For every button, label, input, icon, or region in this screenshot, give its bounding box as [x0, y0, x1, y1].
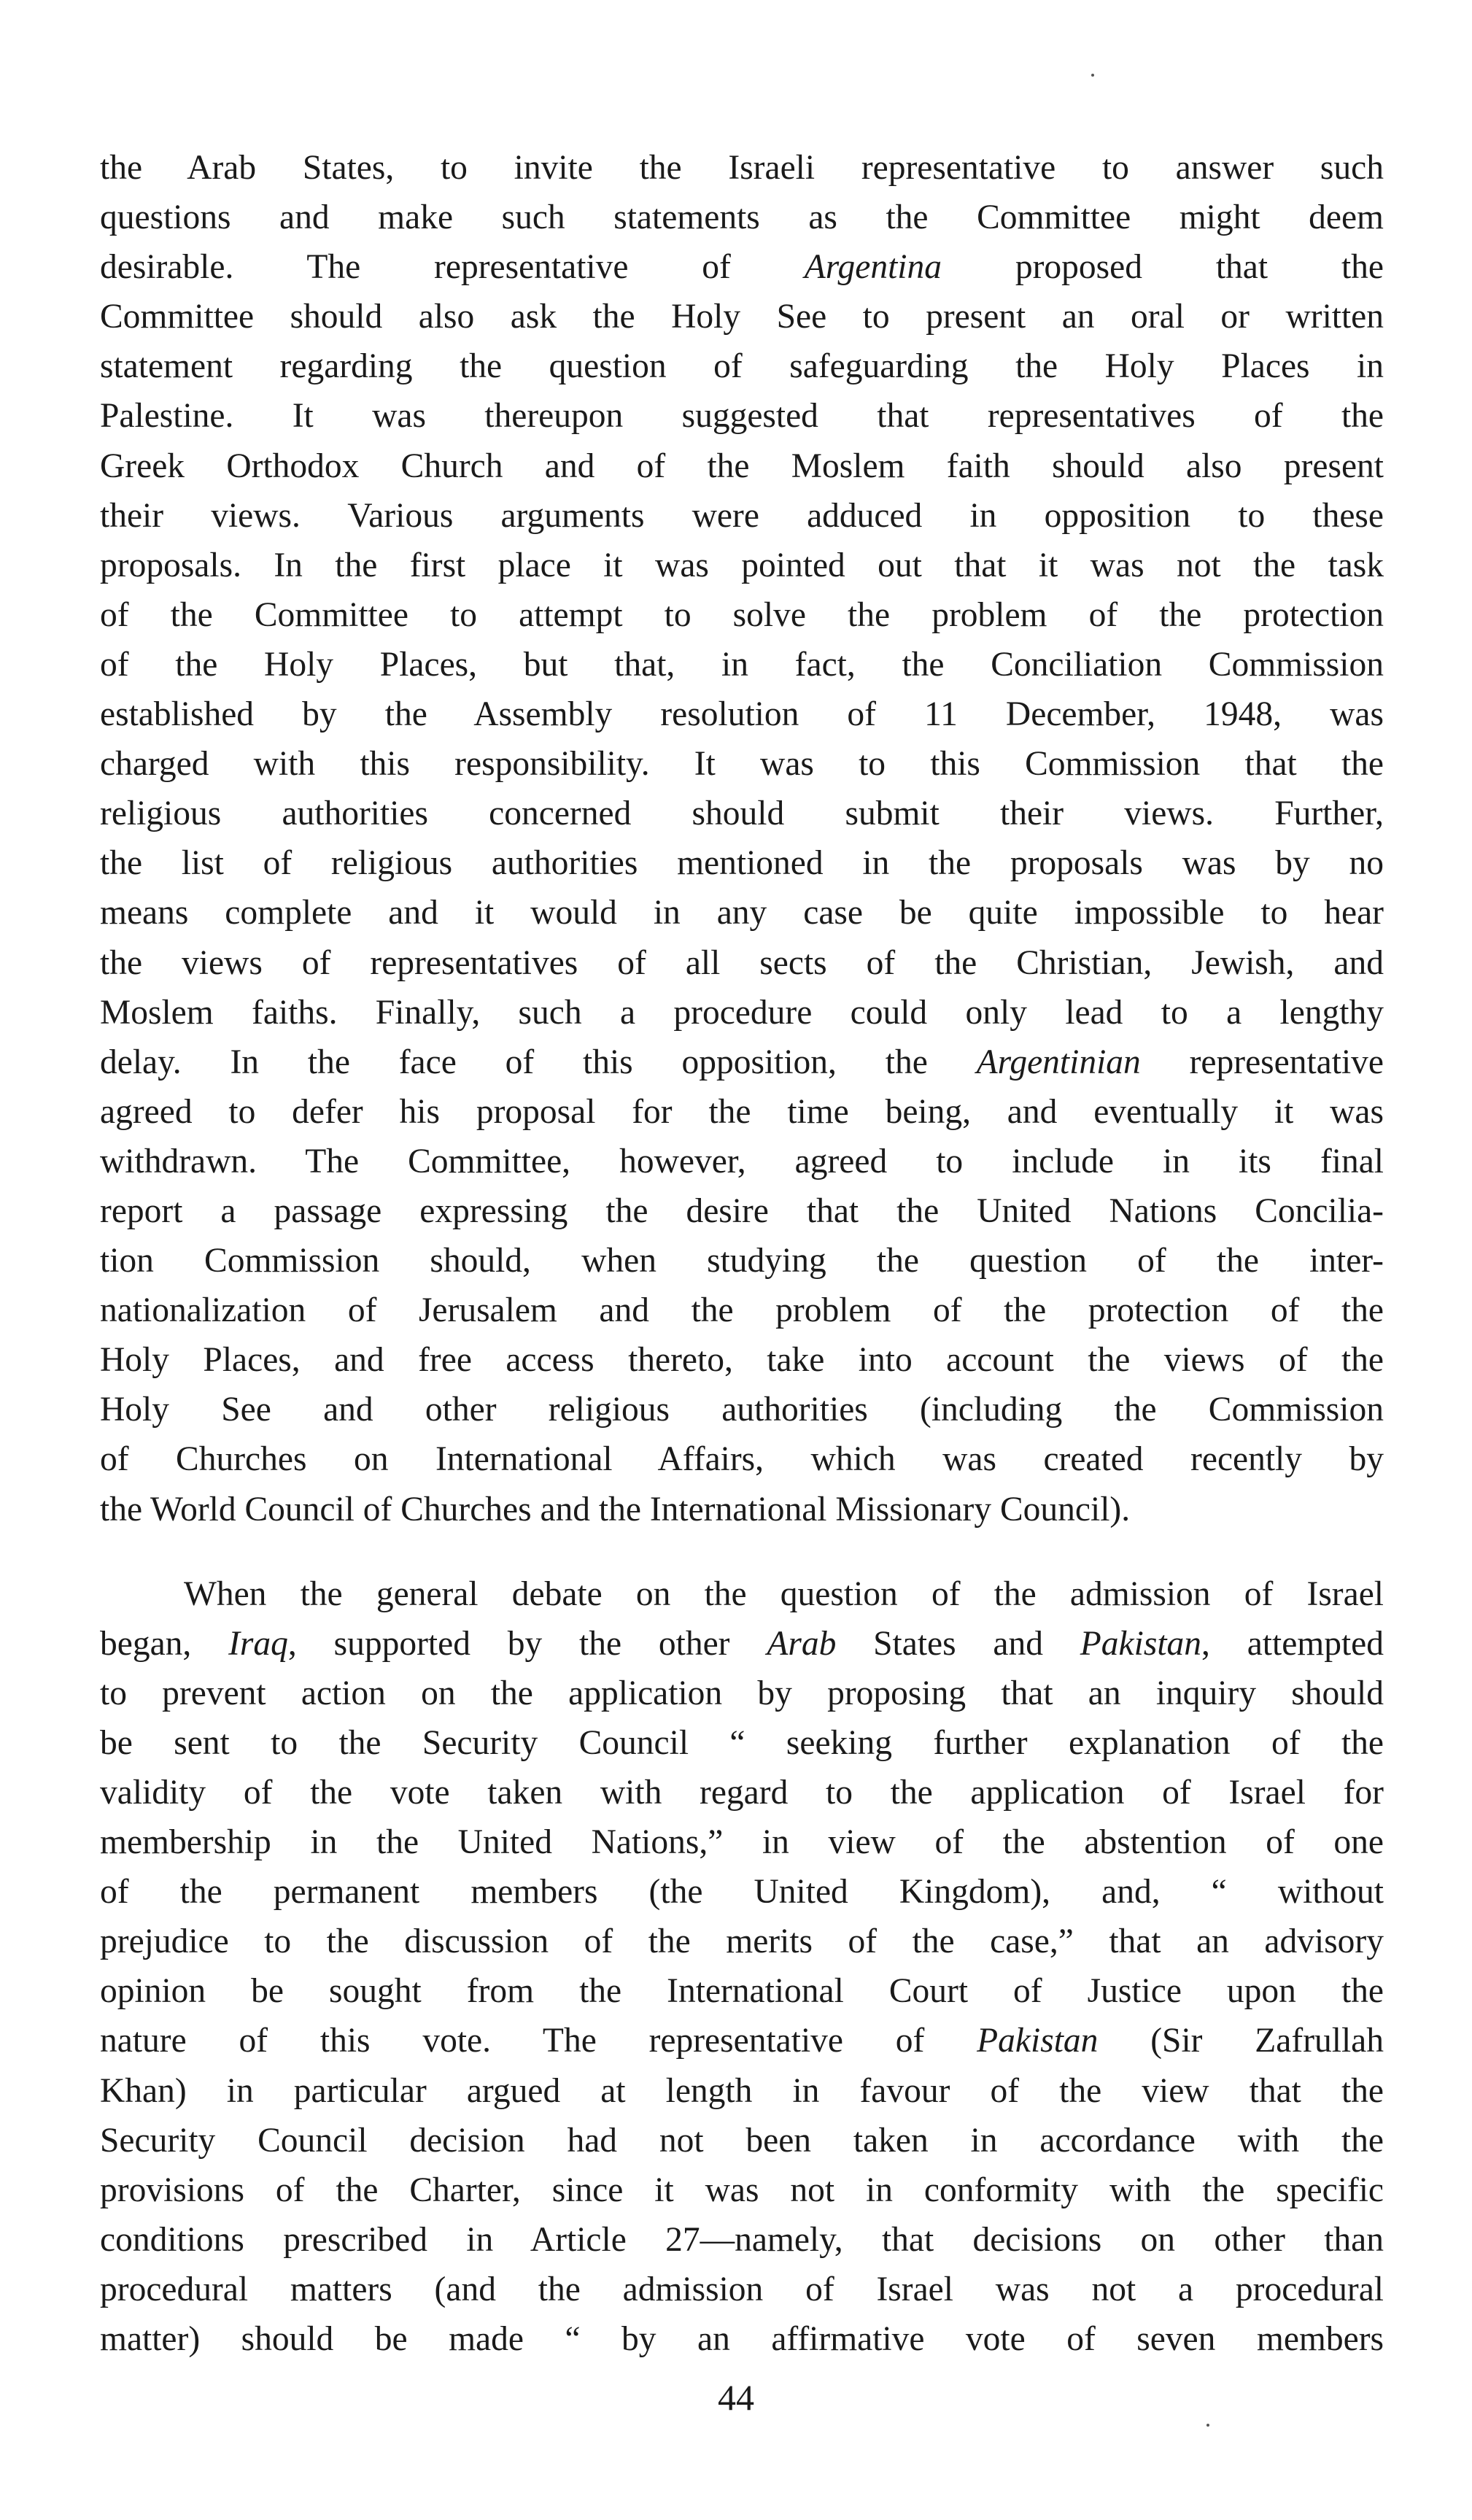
- scan-speck: [1091, 74, 1094, 77]
- line: their views. Various arguments were adduced in opposition to these: [100, 496, 1384, 535]
- line: nationalization of Jerusalem and the problem of the protection of the: [100, 1291, 1384, 1330]
- line: procedural matters (and the admission of Israel was not a procedural: [100, 2270, 1384, 2308]
- page-number: 44: [718, 2377, 754, 2418]
- line: the World Council of Churches and the International Missionary Council).: [100, 1490, 1131, 1528]
- line: Palestine. It was thereupon suggested that representatives of the: [100, 397, 1384, 436]
- line: tion Commission should, when studying the question of the inter-: [100, 1242, 1384, 1280]
- line: Khan) in particular argued at length in favour of the view that the: [100, 2071, 1384, 2110]
- line: validity of the vote taken with regard to the application of Israel for: [100, 1774, 1384, 1812]
- line: provisions of the Charter, since it was not in conformity with the specific: [100, 2171, 1384, 2209]
- line: to prevent action on the application by proposing that an inquiry should: [100, 1674, 1384, 1712]
- scan-speck: [1206, 2424, 1209, 2427]
- line: withdrawn. The Committee, however, agreed to include in its final: [100, 1142, 1384, 1180]
- paragraph-2: [100, 1569, 1384, 2365]
- line: delay. In the face of this opposition, the Argentinian representative: [100, 1043, 1384, 1081]
- line: religious authorities concerned should submit their views. Further,: [100, 795, 1384, 833]
- line: Moslem faiths. Finally, such a procedure could only lead to a lengthy: [100, 993, 1384, 1032]
- line: proposals. In the first place it was pointed out that it was not the task: [100, 546, 1384, 584]
- line: the views of representatives of all sects of the Christian, Jewish, and: [100, 943, 1384, 982]
- line: of the Holy Places, but that, in fact, the Conciliation Commission: [100, 645, 1384, 684]
- line: charged with this responsibility. It was to this Commission that the: [100, 745, 1384, 784]
- line: Committee should also ask the Holy See to present an oral or written: [100, 298, 1384, 336]
- line: of the permanent members (the United Kingdom), and, “ without: [100, 1873, 1384, 1912]
- line: of Churches on International Affairs, which was created recently by: [100, 1440, 1384, 1479]
- line: membership in the United Nations,” in view of the abstention of one: [100, 1823, 1384, 1862]
- line: opinion be sought from the International Court of Justice upon the: [100, 1972, 1384, 2011]
- line: When the general debate on the question of the admission of Israel: [184, 1574, 1384, 1613]
- line: questions and make such statements as the Committee might deem: [100, 198, 1384, 237]
- line: be sent to the Security Council “ seeking further explanation of the: [100, 1723, 1384, 1762]
- line: means complete and it would in any case be quite impossible to hear: [100, 894, 1384, 932]
- line: report a passage expressing the desire that the United Nations Concilia-: [100, 1191, 1384, 1230]
- line: desirable. The representative of Argentina proposed that the: [100, 248, 1384, 287]
- line: prejudice to the discussion of the merits of the case,” that an advisory: [100, 1922, 1384, 1961]
- line: began, Iraq, supported by the other Arab States and Pakistan, attempted: [100, 1624, 1384, 1663]
- page-body: [100, 143, 1384, 2364]
- line: Holy Places, and free access thereto, take into account the views of the: [100, 1341, 1384, 1380]
- line: statement regarding the question of safeguarding the Holy Places in: [100, 347, 1384, 386]
- line: matter) should be made “ by an affirmative vote of seven members: [100, 2320, 1384, 2359]
- line: established by the Assembly resolution of 11 December, 1948, was: [100, 695, 1384, 734]
- line: the list of religious authorities mentioned in the proposals was by no: [100, 844, 1384, 883]
- line: of the Committee to attempt to solve the problem of the protection: [100, 595, 1384, 634]
- line: the Arab States, to invite the Israeli representative to answer such: [100, 149, 1384, 187]
- paragraph-1: [100, 143, 1384, 1534]
- line: Holy See and other religious authorities (including the Commission: [100, 1391, 1384, 1429]
- line: agreed to defer his proposal for the time being, and eventually it was: [100, 1092, 1384, 1131]
- line: Security Council decision had not been taken in accordance with the: [100, 2121, 1384, 2160]
- line: Greek Orthodox Church and of the Moslem faith should also present: [100, 447, 1384, 485]
- line: conditions prescribed in Article 27—namely, that decisions on other than: [100, 2220, 1384, 2259]
- line: nature of this vote. The representative of Pakistan (Sir Zafrullah: [100, 2022, 1384, 2060]
